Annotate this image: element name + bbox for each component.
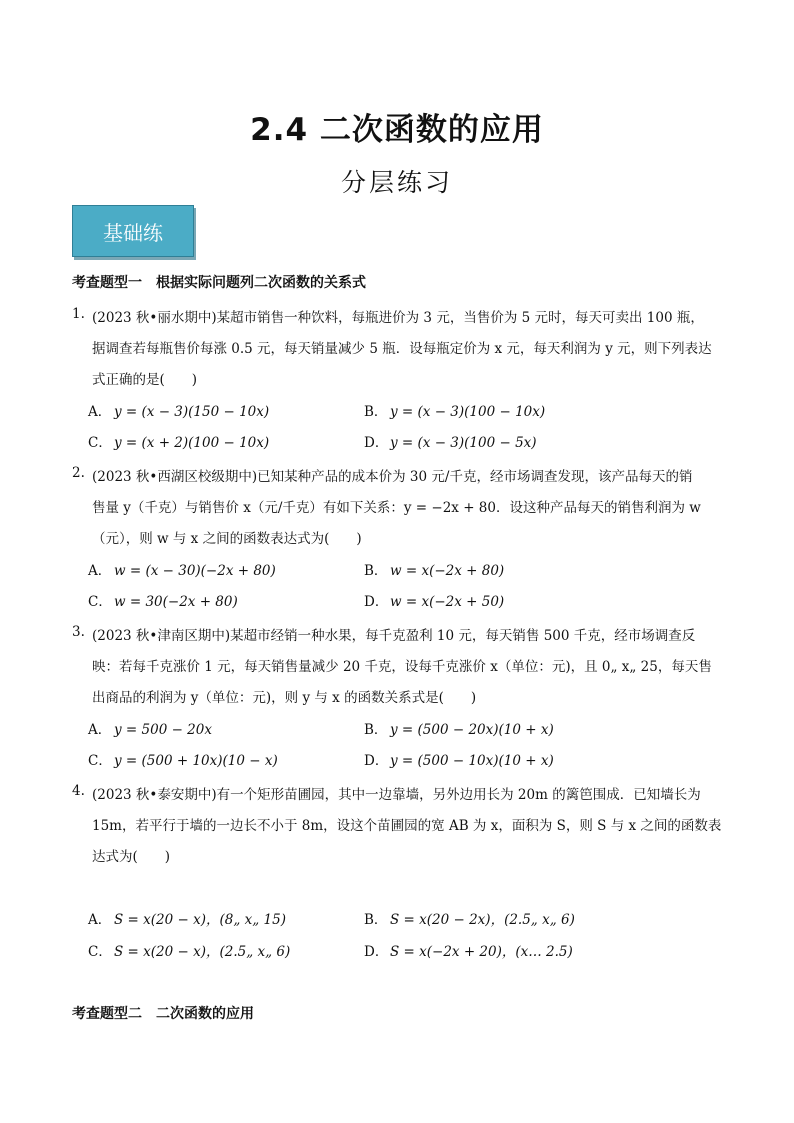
option-b[interactable]: B． w = x(−2x + 80) [364,563,505,579]
level-badge-label: 基础练 [103,220,163,245]
question-text-line: (2023 秋•津南区期中)某超市经销一种水果，每千克盈利 10 元，每天销售 500 千克，经市场调查反 [92,628,696,644]
question-text-line: (2023 秋•泰安期中)有一个矩形苗圃园，其中一边靠墙，另外边用长为 20m 的篱笆围成．已知墙长为 [92,787,701,803]
option-a[interactable]: A． y = 500 − 20x [88,722,212,738]
option-b[interactable]: B． y = (500 − 20x)(10 + x) [364,722,554,738]
question-number: 2. [72,465,85,481]
section-label: 考查题型一 [72,275,142,291]
option-a[interactable]: A． S = x(20 − x)，(8„ x„ 15) [88,912,286,928]
option-d[interactable]: D． y = (x − 3)(100 − 5x) [364,435,537,451]
question-number: 3. [72,624,85,640]
option-b[interactable]: B． y = (x − 3)(100 − 10x) [364,404,546,420]
section-label: 考查题型二 [72,1006,142,1022]
question-text-line: 出商品的利润为 y（单位：元)，则 y 与 x 的函数关系式是( ) [92,690,477,706]
option-d[interactable]: D． w = x(−2x + 50) [364,594,505,610]
question-text-line: (2023 秋•丽水期中)某超市销售一种饮料，每瓶进价为 3 元，当售价为 5 元时，每天可卖出 100 瓶， [92,310,704,326]
question-text-line: 达式为( ) [92,849,171,865]
option-a[interactable]: A． y = (x − 3)(150 − 10x) [88,404,270,420]
option-d[interactable]: D． S = x(−2x + 20)，(x… 2.5) [364,944,573,960]
page-title: 2.4 二次函数的应用 [250,112,544,148]
option-d[interactable]: D． y = (500 − 10x)(10 + x) [364,753,554,769]
question-text-line: （元），则 w 与 x 之间的函数表达式为( ) [92,531,362,547]
question-text-line: 映：若每千克涨价 1 元，每天销售量减少 20 千克，设每千克涨价 x（单位：元)，且 0„ x„ 25，每天售 [92,659,712,675]
question-text-line: 式正确的是( ) [92,372,198,388]
option-a[interactable]: A． w = (x − 30)(−2x + 80) [88,563,276,579]
section-heading-2 [72,1003,254,1023]
option-c[interactable]: C． S = x(20 − x)，(2.5„ x„ 6) [88,944,291,960]
section-name: 根据实际问题列二次函数的关系式 [156,275,366,291]
section-name: 二次函数的应用 [156,1006,254,1022]
section-heading-1 [72,272,366,292]
question-text-line: (2023 秋•西湖区校级期中)已知某种产品的成本价为 30 元/千克，经市场调查发现，该产品每天的销 [92,469,693,485]
question-text-line: 售量 y（千克）与销售价 x（元/千克）有如下关系：y = −2x + 80．设这种产品每天的销售利润为 w [92,500,701,516]
page-subtitle: 分层练习 [340,168,453,197]
level-badge [72,205,194,257]
option-b[interactable]: B． S = x(20 − 2x)，(2.5„ x„ 6) [364,912,575,928]
question-number: 1. [72,306,85,322]
question-number: 4. [72,783,85,799]
option-c[interactable]: C． w = 30(−2x + 80) [88,594,238,610]
option-c[interactable]: C． y = (500 + 10x)(10 − x) [88,753,278,769]
option-c[interactable]: C． y = (x + 2)(100 − 10x) [88,435,270,451]
question-text-line: 15m，若平行于墙的一边长不小于 8m，设这个苗圃园的宽 AB 为 x，面积为 S，则 S 与 x 之间的函数表 [92,818,722,834]
question-text-line: 据调查若每瓶售价每涨 0.5 元，每天销量减少 5 瓶．设每瓶定价为 x 元，每天利润为 y 元，则下列表达 [92,341,712,357]
